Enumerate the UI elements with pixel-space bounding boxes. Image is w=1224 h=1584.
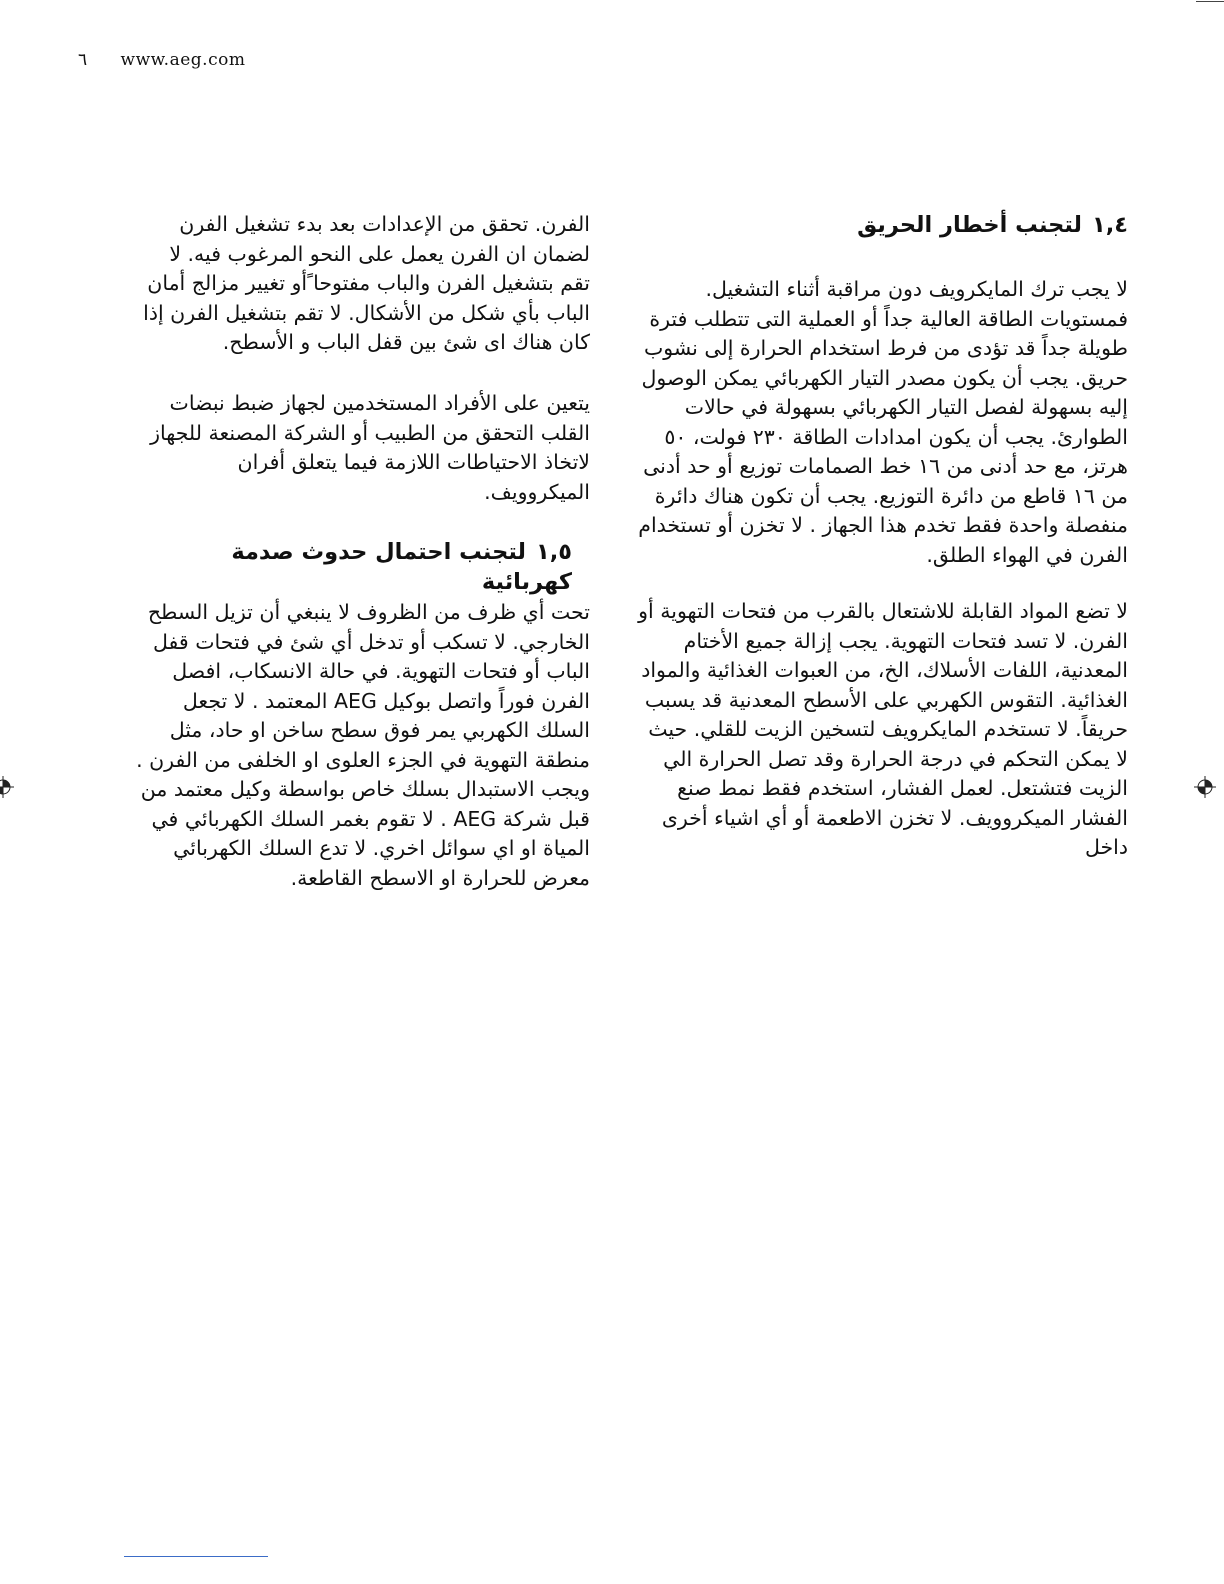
paragraph: لا تضع المواد القابلة للاشتعال بالقرب من فتحات التهوية أو الفرن. لا تسد فتحات التهوية. يجب إزالة جميع الأختام المعدنية، اللفات الأسلاك، الخ، من العبوات الغذائية والمواد الغذائية. التقوس الكهربي على الأسطح المعدنية قد يسبب حريقاً. لا تستخدم المايكرويف لتسخين الزيت للقلي. حيث لا يمكن التحكم في درجة الحرارة وقد تصل الحرارة الي الزيت فتشتعل. لعمل الفشار، استخدم فقط نمط صنع الفشار الميكروويف. لا تخزن الاطعمة أو أي اشياء أخرى داخل (638, 599, 1128, 859)
pacemaker-paragraph (134, 389, 590, 541)
paragraph: لا يجب ترك المايكرويف دون مراقبة أثناء التشغيل. فمستويات الطاقة العالية جداً أو العملية التى تتطلب فترة طويلة جداً قد تؤدى من فرط استخدام الحرارة إلى نشوب حريق. يجب أن يكون مصدر التيار الكهربائي يمكن الوصول إليه بسهولة لفصل التيار الكهربائي بسهولة في حالات الطوارئ. يجب أن يكون امدادات الطاقة ٢٣٠ فولت، ٥٠ هرتز، مع حد أدنى من ١٦ خط الصمامات توزيع أو حد أدنى من ١٦ قاطع من دائرة التوزيع. يجب أن تكون هناك دائرة منفصلة واحدة فقط تخدم هذا الجهاز . لا تخزن أو تستخدام الفرن في الهواء الطلق. (638, 277, 1128, 567)
section-heading-fire (632, 210, 1128, 240)
paragraph: يتعين على الأفراد المستخدمين لجهاز ضبط نبضات القلب التحقق من الطبيب أو الشركة المصنعة للجهاز لاتخاذ الاحتياطات اللازمة فيما يتعلق أفران الميكروويف. (150, 391, 590, 504)
fire-paragraph-2 (632, 597, 1128, 897)
crop-mark (1196, 1, 1224, 2)
section-heading-shock (134, 537, 572, 597)
section-number: ١,٤ (1091, 212, 1128, 238)
paragraph: تحت أي ظرف من الظروف لا ينبغي أن تزيل السطح الخارجي. لا تسكب أو تدخل أي شئ في فتحات قفل الباب أو فتحات التهوية. في حالة الانسكاب، افصل الفرن فوراً واتصل بوكيل AEG المعتمد . لا تجعل السلك الكهربي يمر فوق سطح ساخن او حاد، مثل منطقة التهوية في الجزء العلوى او الخلفى من الفرن . ويجب الاستبدال بسلك خاص بواسطة وكيل معتمد من قبل شركة AEG . لا تقوم بغمر السلك الكهربائي في المياة او اي سوائل اخري. لا تدع السلك الكهربائي معرض للحرارة او الاسطح القاطعة. (136, 600, 590, 890)
registration-mark-icon (1194, 776, 1216, 798)
fire-paragraph-1 (632, 275, 1128, 604)
page-number: ٦ (78, 50, 88, 70)
registration-mark-icon (0, 776, 14, 798)
shock-paragraph (134, 598, 590, 927)
section-title: لتجنب أخطار الحريق (857, 212, 1082, 238)
section-title: لتجنب احتمال حدوث صدمة كهربائية (231, 539, 572, 595)
website-url: www.aeg.com (120, 50, 246, 70)
page-header (78, 50, 245, 70)
oven-settings-paragraph (134, 210, 590, 392)
paragraph: الفرن. تحقق من الإعدادات بعد بدء تشغيل الفرن لضمان ان الفرن يعمل على النحو المرغوب فيه. لا تقم بتشغيل الفرن والباب مفتوحا ًأو تغيير مزالج أمان الباب بأي شكل من الأشكال. لا تقم بتشغيل الفرن إذا كان هناك اى شئ بين قفل الباب و الأسطح. (143, 212, 590, 354)
section-number: ١,٥ (535, 539, 572, 565)
footer-rule (124, 1556, 268, 1557)
